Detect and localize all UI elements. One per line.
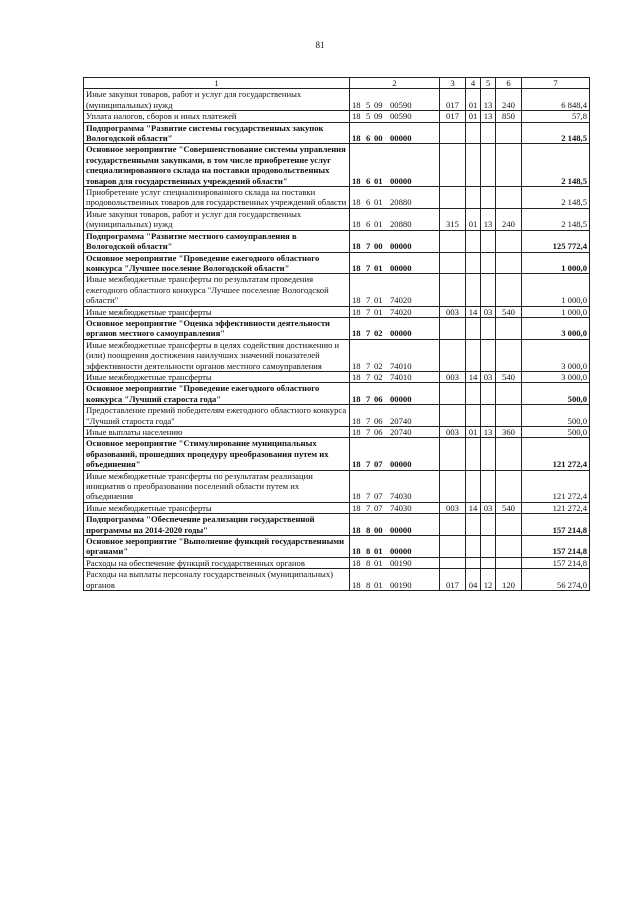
row-subsection bbox=[481, 438, 496, 470]
row-section: 04 bbox=[466, 569, 481, 591]
csr-part: 8 bbox=[366, 546, 371, 557]
csr-part: 01 bbox=[374, 219, 383, 230]
csr-part: 74020 bbox=[390, 306, 412, 317]
row-section bbox=[466, 470, 481, 502]
row-section bbox=[466, 122, 481, 144]
row-section: 01 bbox=[466, 208, 481, 230]
row-admin-code bbox=[440, 122, 466, 144]
row-admin-code: 003 bbox=[440, 371, 466, 382]
table-row bbox=[84, 514, 590, 536]
row-name: Подпрограмма "Развитие местного самоуправления в Вологодской области" bbox=[84, 230, 350, 252]
csr-part: 18 bbox=[352, 557, 361, 568]
table-header-row bbox=[84, 78, 590, 89]
row-amount: 121 272,4 bbox=[522, 438, 590, 470]
csr-part: 7 bbox=[366, 459, 371, 470]
row-subsection bbox=[481, 405, 496, 427]
row-admin-code bbox=[440, 339, 466, 371]
csr-part: 18 bbox=[352, 241, 361, 252]
row-name: Основное мероприятие "Выполнение функций государственными органами" bbox=[84, 536, 350, 558]
row-admin-code: 017 bbox=[440, 111, 466, 122]
csr-part: 01 bbox=[374, 295, 383, 306]
row-admin-code bbox=[440, 405, 466, 427]
csr-part: 00590 bbox=[390, 111, 412, 122]
row-admin-code bbox=[440, 144, 466, 187]
csr-part: 6 bbox=[366, 197, 371, 208]
csr-part: 18 bbox=[352, 306, 361, 317]
table-row bbox=[84, 536, 590, 558]
csr-part: 07 bbox=[374, 502, 383, 513]
table-row bbox=[84, 438, 590, 470]
csr-part: 20880 bbox=[390, 219, 412, 230]
row-subsection bbox=[481, 230, 496, 252]
row-admin-code bbox=[440, 274, 466, 306]
row-expense-type: 240 bbox=[496, 89, 522, 111]
csr-part: 74010 bbox=[390, 371, 412, 382]
row-target-article bbox=[350, 252, 440, 274]
csr-part: 20880 bbox=[390, 197, 412, 208]
row-subsection bbox=[481, 557, 496, 568]
row-expense-type bbox=[496, 514, 522, 536]
csr-part: 02 bbox=[374, 360, 383, 371]
row-admin-code bbox=[440, 252, 466, 274]
csr-part: 00000 bbox=[390, 459, 412, 470]
csr-part: 02 bbox=[374, 371, 383, 382]
csr-part: 00 bbox=[374, 133, 383, 144]
csr-part: 18 bbox=[352, 328, 361, 339]
row-amount: 56 274,0 bbox=[522, 569, 590, 591]
csr-part: 00000 bbox=[390, 328, 412, 339]
row-target-article bbox=[350, 514, 440, 536]
csr-part: 5 bbox=[366, 111, 371, 122]
header-col-7: 7 bbox=[522, 78, 590, 89]
row-name: Иные закупки товаров, работ и услуг для государственных (муниципальных) нужд bbox=[84, 208, 350, 230]
row-expense-type bbox=[496, 470, 522, 502]
row-expense-type bbox=[496, 144, 522, 187]
row-name: Основное мероприятие "Проведение ежегодного областного конкурса "Лучшее поселение Вологодской области" bbox=[84, 252, 350, 274]
csr-part: 18 bbox=[352, 99, 361, 110]
csr-part: 74010 bbox=[390, 360, 412, 371]
header-col-2: 2 bbox=[350, 78, 440, 89]
row-subsection bbox=[481, 122, 496, 144]
csr-part: 06 bbox=[374, 415, 383, 426]
csr-part: 18 bbox=[352, 502, 361, 513]
row-expense-type: 120 bbox=[496, 569, 522, 591]
row-target-article bbox=[350, 89, 440, 111]
csr-part: 18 bbox=[352, 491, 361, 502]
row-amount: 3 000,0 bbox=[522, 317, 590, 339]
csr-part: 00000 bbox=[390, 262, 412, 273]
row-name: Иные межбюджетные трансферты bbox=[84, 371, 350, 382]
csr-part: 7 bbox=[366, 328, 371, 339]
header-col-5: 5 bbox=[481, 78, 496, 89]
row-admin-code bbox=[440, 317, 466, 339]
table-row bbox=[84, 339, 590, 371]
row-subsection bbox=[481, 383, 496, 405]
csr-part: 7 bbox=[366, 295, 371, 306]
csr-part: 18 bbox=[352, 459, 361, 470]
csr-part: 18 bbox=[352, 371, 361, 382]
csr-part: 01 bbox=[374, 546, 383, 557]
table-row bbox=[84, 502, 590, 513]
row-amount: 2 148,5 bbox=[522, 122, 590, 144]
csr-part: 09 bbox=[374, 111, 383, 122]
csr-part: 00190 bbox=[390, 579, 412, 590]
row-subsection: 12 bbox=[481, 569, 496, 591]
csr-part: 18 bbox=[352, 219, 361, 230]
csr-part: 07 bbox=[374, 491, 383, 502]
csr-part: 07 bbox=[374, 459, 383, 470]
csr-part: 7 bbox=[366, 306, 371, 317]
row-amount: 1 000,0 bbox=[522, 252, 590, 274]
csr-part: 06 bbox=[374, 427, 383, 437]
csr-part: 18 bbox=[352, 524, 361, 535]
row-amount: 6 848,4 bbox=[522, 89, 590, 111]
row-subsection bbox=[481, 187, 496, 209]
csr-part: 00000 bbox=[390, 546, 412, 557]
row-subsection bbox=[481, 514, 496, 536]
csr-part: 18 bbox=[352, 546, 361, 557]
csr-part: 18 bbox=[352, 133, 361, 144]
row-subsection: 03 bbox=[481, 306, 496, 317]
row-expense-type bbox=[496, 252, 522, 274]
row-target-article bbox=[350, 438, 440, 470]
row-amount: 57,8 bbox=[522, 111, 590, 122]
table-row bbox=[84, 187, 590, 209]
csr-part: 00000 bbox=[390, 175, 412, 186]
budget-table bbox=[83, 77, 590, 591]
csr-part: 20740 bbox=[390, 427, 412, 437]
row-section bbox=[466, 438, 481, 470]
row-section: 01 bbox=[466, 89, 481, 111]
row-section bbox=[466, 514, 481, 536]
row-name: Иные межбюджетные трансферты по результатам проведения ежегодного областного конкурса "Лучшее поселение Вологодской области" bbox=[84, 274, 350, 306]
row-amount: 1 000,0 bbox=[522, 274, 590, 306]
row-admin-code bbox=[440, 514, 466, 536]
csr-part: 7 bbox=[366, 427, 371, 437]
table-row bbox=[84, 427, 590, 438]
csr-part: 00590 bbox=[390, 99, 412, 110]
csr-part: 7 bbox=[366, 393, 371, 404]
csr-part: 01 bbox=[374, 579, 383, 590]
row-name: Основное мероприятие "Совершенствование системы управления государственными закупками, в том числе приобретение услуг специализированного склада на поставки продовольственных товаров для государственных учреждений области" bbox=[84, 144, 350, 187]
row-target-article bbox=[350, 122, 440, 144]
csr-part: 18 bbox=[352, 175, 361, 186]
row-amount: 2 148,5 bbox=[522, 144, 590, 187]
table-row bbox=[84, 274, 590, 306]
row-admin-code: 003 bbox=[440, 306, 466, 317]
row-section bbox=[466, 252, 481, 274]
row-subsection bbox=[481, 252, 496, 274]
row-expense-type bbox=[496, 383, 522, 405]
csr-part: 7 bbox=[366, 415, 371, 426]
row-subsection: 13 bbox=[481, 427, 496, 438]
csr-part: 01 bbox=[374, 262, 383, 273]
row-section bbox=[466, 383, 481, 405]
csr-part: 7 bbox=[366, 371, 371, 382]
table-row bbox=[84, 317, 590, 339]
csr-part: 7 bbox=[366, 262, 371, 273]
table-row bbox=[84, 252, 590, 274]
csr-part: 8 bbox=[366, 557, 371, 568]
csr-part: 74020 bbox=[390, 295, 412, 306]
table-row bbox=[84, 470, 590, 502]
row-section bbox=[466, 317, 481, 339]
row-amount: 3 000,0 bbox=[522, 339, 590, 371]
row-target-article bbox=[350, 230, 440, 252]
csr-part: 00190 bbox=[390, 557, 412, 568]
row-expense-type bbox=[496, 557, 522, 568]
csr-part: 00 bbox=[374, 524, 383, 535]
row-subsection bbox=[481, 274, 496, 306]
csr-part: 06 bbox=[374, 393, 383, 404]
row-expense-type: 540 bbox=[496, 502, 522, 513]
row-target-article bbox=[350, 405, 440, 427]
csr-part: 00000 bbox=[390, 393, 412, 404]
csr-part: 7 bbox=[366, 241, 371, 252]
row-target-article bbox=[350, 557, 440, 568]
table-row bbox=[84, 208, 590, 230]
row-target-article bbox=[350, 144, 440, 187]
csr-part: 01 bbox=[374, 306, 383, 317]
row-target-article bbox=[350, 536, 440, 558]
table-row bbox=[84, 405, 590, 427]
row-name: Расходы на выплаты персоналу государственных (муниципальных) органов bbox=[84, 569, 350, 591]
row-subsection bbox=[481, 470, 496, 502]
row-expense-type bbox=[496, 274, 522, 306]
row-admin-code: 017 bbox=[440, 89, 466, 111]
row-subsection: 13 bbox=[481, 89, 496, 111]
csr-part: 09 bbox=[374, 99, 383, 110]
row-target-article bbox=[350, 502, 440, 513]
row-expense-type: 850 bbox=[496, 111, 522, 122]
csr-part: 7 bbox=[366, 360, 371, 371]
row-target-article bbox=[350, 187, 440, 209]
row-expense-type bbox=[496, 405, 522, 427]
row-amount: 500,0 bbox=[522, 405, 590, 427]
row-target-article bbox=[350, 470, 440, 502]
csr-part: 00 bbox=[374, 241, 383, 252]
csr-part: 18 bbox=[352, 393, 361, 404]
row-admin-code bbox=[440, 536, 466, 558]
row-target-article bbox=[350, 383, 440, 405]
table-row bbox=[84, 371, 590, 382]
row-name: Иные межбюджетные трансферты по результатам реализации инициатив о преобразовании поселений области путем их объединения bbox=[84, 470, 350, 502]
csr-part: 74030 bbox=[390, 491, 412, 502]
csr-part: 00000 bbox=[390, 133, 412, 144]
row-expense-type bbox=[496, 536, 522, 558]
row-target-article bbox=[350, 371, 440, 382]
csr-part: 6 bbox=[366, 219, 371, 230]
row-name: Подпрограмма "Обеспечение реализации государственной программы на 2014-2020 годы" bbox=[84, 514, 350, 536]
row-expense-type: 540 bbox=[496, 371, 522, 382]
row-name: Основное мероприятие "Проведение ежегодного областного конкурса "Лучший староста года" bbox=[84, 383, 350, 405]
row-name: Иные закупки товаров, работ и услуг для государственных (муниципальных) нужд bbox=[84, 89, 350, 111]
row-name: Предоставление премий победителям ежегодного областного конкурса "Лучший староста года" bbox=[84, 405, 350, 427]
row-name: Расходы на обеспечение функций государственных органов bbox=[84, 557, 350, 568]
row-expense-type: 540 bbox=[496, 306, 522, 317]
csr-part: 18 bbox=[352, 197, 361, 208]
row-expense-type: 240 bbox=[496, 208, 522, 230]
row-section bbox=[466, 230, 481, 252]
csr-part: 18 bbox=[352, 427, 361, 437]
csr-part: 7 bbox=[366, 491, 371, 502]
row-section: 01 bbox=[466, 111, 481, 122]
row-amount: 121 272,4 bbox=[522, 502, 590, 513]
row-name: Подпрограмма "Развитие системы государственных закупок Вологодской области" bbox=[84, 122, 350, 144]
table-row bbox=[84, 89, 590, 111]
row-name: Иные межбюджетные трансферты в целях содействия достижению и (или) поощрения достижения наилучших значений показателей эффективности деятельности органов местного самоуправления bbox=[84, 339, 350, 371]
row-target-article bbox=[350, 339, 440, 371]
table-row bbox=[84, 569, 590, 591]
table-row bbox=[84, 230, 590, 252]
row-expense-type bbox=[496, 438, 522, 470]
row-amount: 157 214,8 bbox=[522, 557, 590, 568]
row-section bbox=[466, 405, 481, 427]
row-amount: 2 148,5 bbox=[522, 187, 590, 209]
table-row bbox=[84, 383, 590, 405]
csr-part: 18 bbox=[352, 579, 361, 590]
table-row bbox=[84, 557, 590, 568]
row-admin-code: 017 bbox=[440, 569, 466, 591]
csr-part: 6 bbox=[366, 175, 371, 186]
row-expense-type bbox=[496, 187, 522, 209]
csr-part: 01 bbox=[374, 557, 383, 568]
csr-part: 8 bbox=[366, 524, 371, 535]
csr-part: 02 bbox=[374, 328, 383, 339]
table-row bbox=[84, 306, 590, 317]
row-admin-code: 003 bbox=[440, 502, 466, 513]
csr-part: 20740 bbox=[390, 415, 412, 426]
row-subsection: 03 bbox=[481, 502, 496, 513]
row-section bbox=[466, 187, 481, 209]
row-name: Основное мероприятие "Стимулирование муниципальных образований, прошедших процедуру преобразования путем их объединения" bbox=[84, 438, 350, 470]
row-subsection bbox=[481, 317, 496, 339]
row-admin-code bbox=[440, 230, 466, 252]
row-section bbox=[466, 274, 481, 306]
row-admin-code bbox=[440, 557, 466, 568]
row-expense-type bbox=[496, 230, 522, 252]
csr-part: 6 bbox=[366, 133, 371, 144]
row-amount: 125 772,4 bbox=[522, 230, 590, 252]
row-target-article bbox=[350, 208, 440, 230]
csr-part: 00000 bbox=[390, 524, 412, 535]
row-expense-type bbox=[496, 122, 522, 144]
row-target-article bbox=[350, 274, 440, 306]
row-amount: 3 000,0 bbox=[522, 371, 590, 382]
row-target-article bbox=[350, 306, 440, 317]
row-amount: 2 148,5 bbox=[522, 208, 590, 230]
row-amount: 157 214,8 bbox=[522, 514, 590, 536]
row-target-article bbox=[350, 317, 440, 339]
page-number: 81 bbox=[315, 40, 325, 50]
row-admin-code bbox=[440, 187, 466, 209]
row-section: 14 bbox=[466, 502, 481, 513]
csr-part: 18 bbox=[352, 415, 361, 426]
row-admin-code bbox=[440, 383, 466, 405]
row-name: Иные выплаты населению bbox=[84, 427, 350, 438]
row-section: 01 bbox=[466, 427, 481, 438]
csr-part: 5 bbox=[366, 99, 371, 110]
row-subsection: 13 bbox=[481, 208, 496, 230]
row-amount: 500,0 bbox=[522, 427, 590, 438]
row-name: Приобретение услуг специализированного склада на поставки продовольственных товаров для государственных учреждений области bbox=[84, 187, 350, 209]
row-target-article bbox=[350, 111, 440, 122]
row-admin-code bbox=[440, 438, 466, 470]
row-name: Уплата налогов, сборов и иных платежей bbox=[84, 111, 350, 122]
csr-part: 00000 bbox=[390, 241, 412, 252]
row-amount: 121 272,4 bbox=[522, 470, 590, 502]
table-row bbox=[84, 111, 590, 122]
row-admin-code bbox=[440, 470, 466, 502]
row-amount: 1 000,0 bbox=[522, 306, 590, 317]
row-section bbox=[466, 536, 481, 558]
header-col-4: 4 bbox=[466, 78, 481, 89]
header-col-1: 1 bbox=[84, 78, 350, 89]
row-expense-type bbox=[496, 339, 522, 371]
table-row bbox=[84, 122, 590, 144]
row-amount: 157 214,8 bbox=[522, 536, 590, 558]
csr-part: 18 bbox=[352, 295, 361, 306]
header-col-3: 3 bbox=[440, 78, 466, 89]
row-subsection bbox=[481, 536, 496, 558]
row-subsection bbox=[481, 144, 496, 187]
row-subsection: 13 bbox=[481, 111, 496, 122]
row-subsection: 03 bbox=[481, 371, 496, 382]
row-expense-type bbox=[496, 317, 522, 339]
csr-part: 74030 bbox=[390, 502, 412, 513]
row-name: Иные межбюджетные трансферты bbox=[84, 306, 350, 317]
row-admin-code: 003 bbox=[440, 427, 466, 438]
csr-part: 01 bbox=[374, 175, 383, 186]
row-subsection bbox=[481, 339, 496, 371]
table-row bbox=[84, 144, 590, 187]
row-section bbox=[466, 144, 481, 187]
header-col-6: 6 bbox=[496, 78, 522, 89]
row-section bbox=[466, 339, 481, 371]
csr-part: 7 bbox=[366, 502, 371, 513]
csr-part: 01 bbox=[374, 197, 383, 208]
row-name: Иные межбюджетные трансферты bbox=[84, 502, 350, 513]
row-target-article bbox=[350, 569, 440, 591]
row-name: Основное мероприятие "Оценка эффективности деятельности органов местного самоуправления" bbox=[84, 317, 350, 339]
row-expense-type: 360 bbox=[496, 427, 522, 438]
row-admin-code: 315 bbox=[440, 208, 466, 230]
row-amount: 500,0 bbox=[522, 383, 590, 405]
csr-part: 18 bbox=[352, 262, 361, 273]
row-target-article bbox=[350, 427, 440, 438]
csr-part: 8 bbox=[366, 579, 371, 590]
csr-part: 18 bbox=[352, 111, 361, 122]
row-section: 14 bbox=[466, 371, 481, 382]
row-section: 14 bbox=[466, 306, 481, 317]
row-section bbox=[466, 557, 481, 568]
csr-part: 18 bbox=[352, 360, 361, 371]
